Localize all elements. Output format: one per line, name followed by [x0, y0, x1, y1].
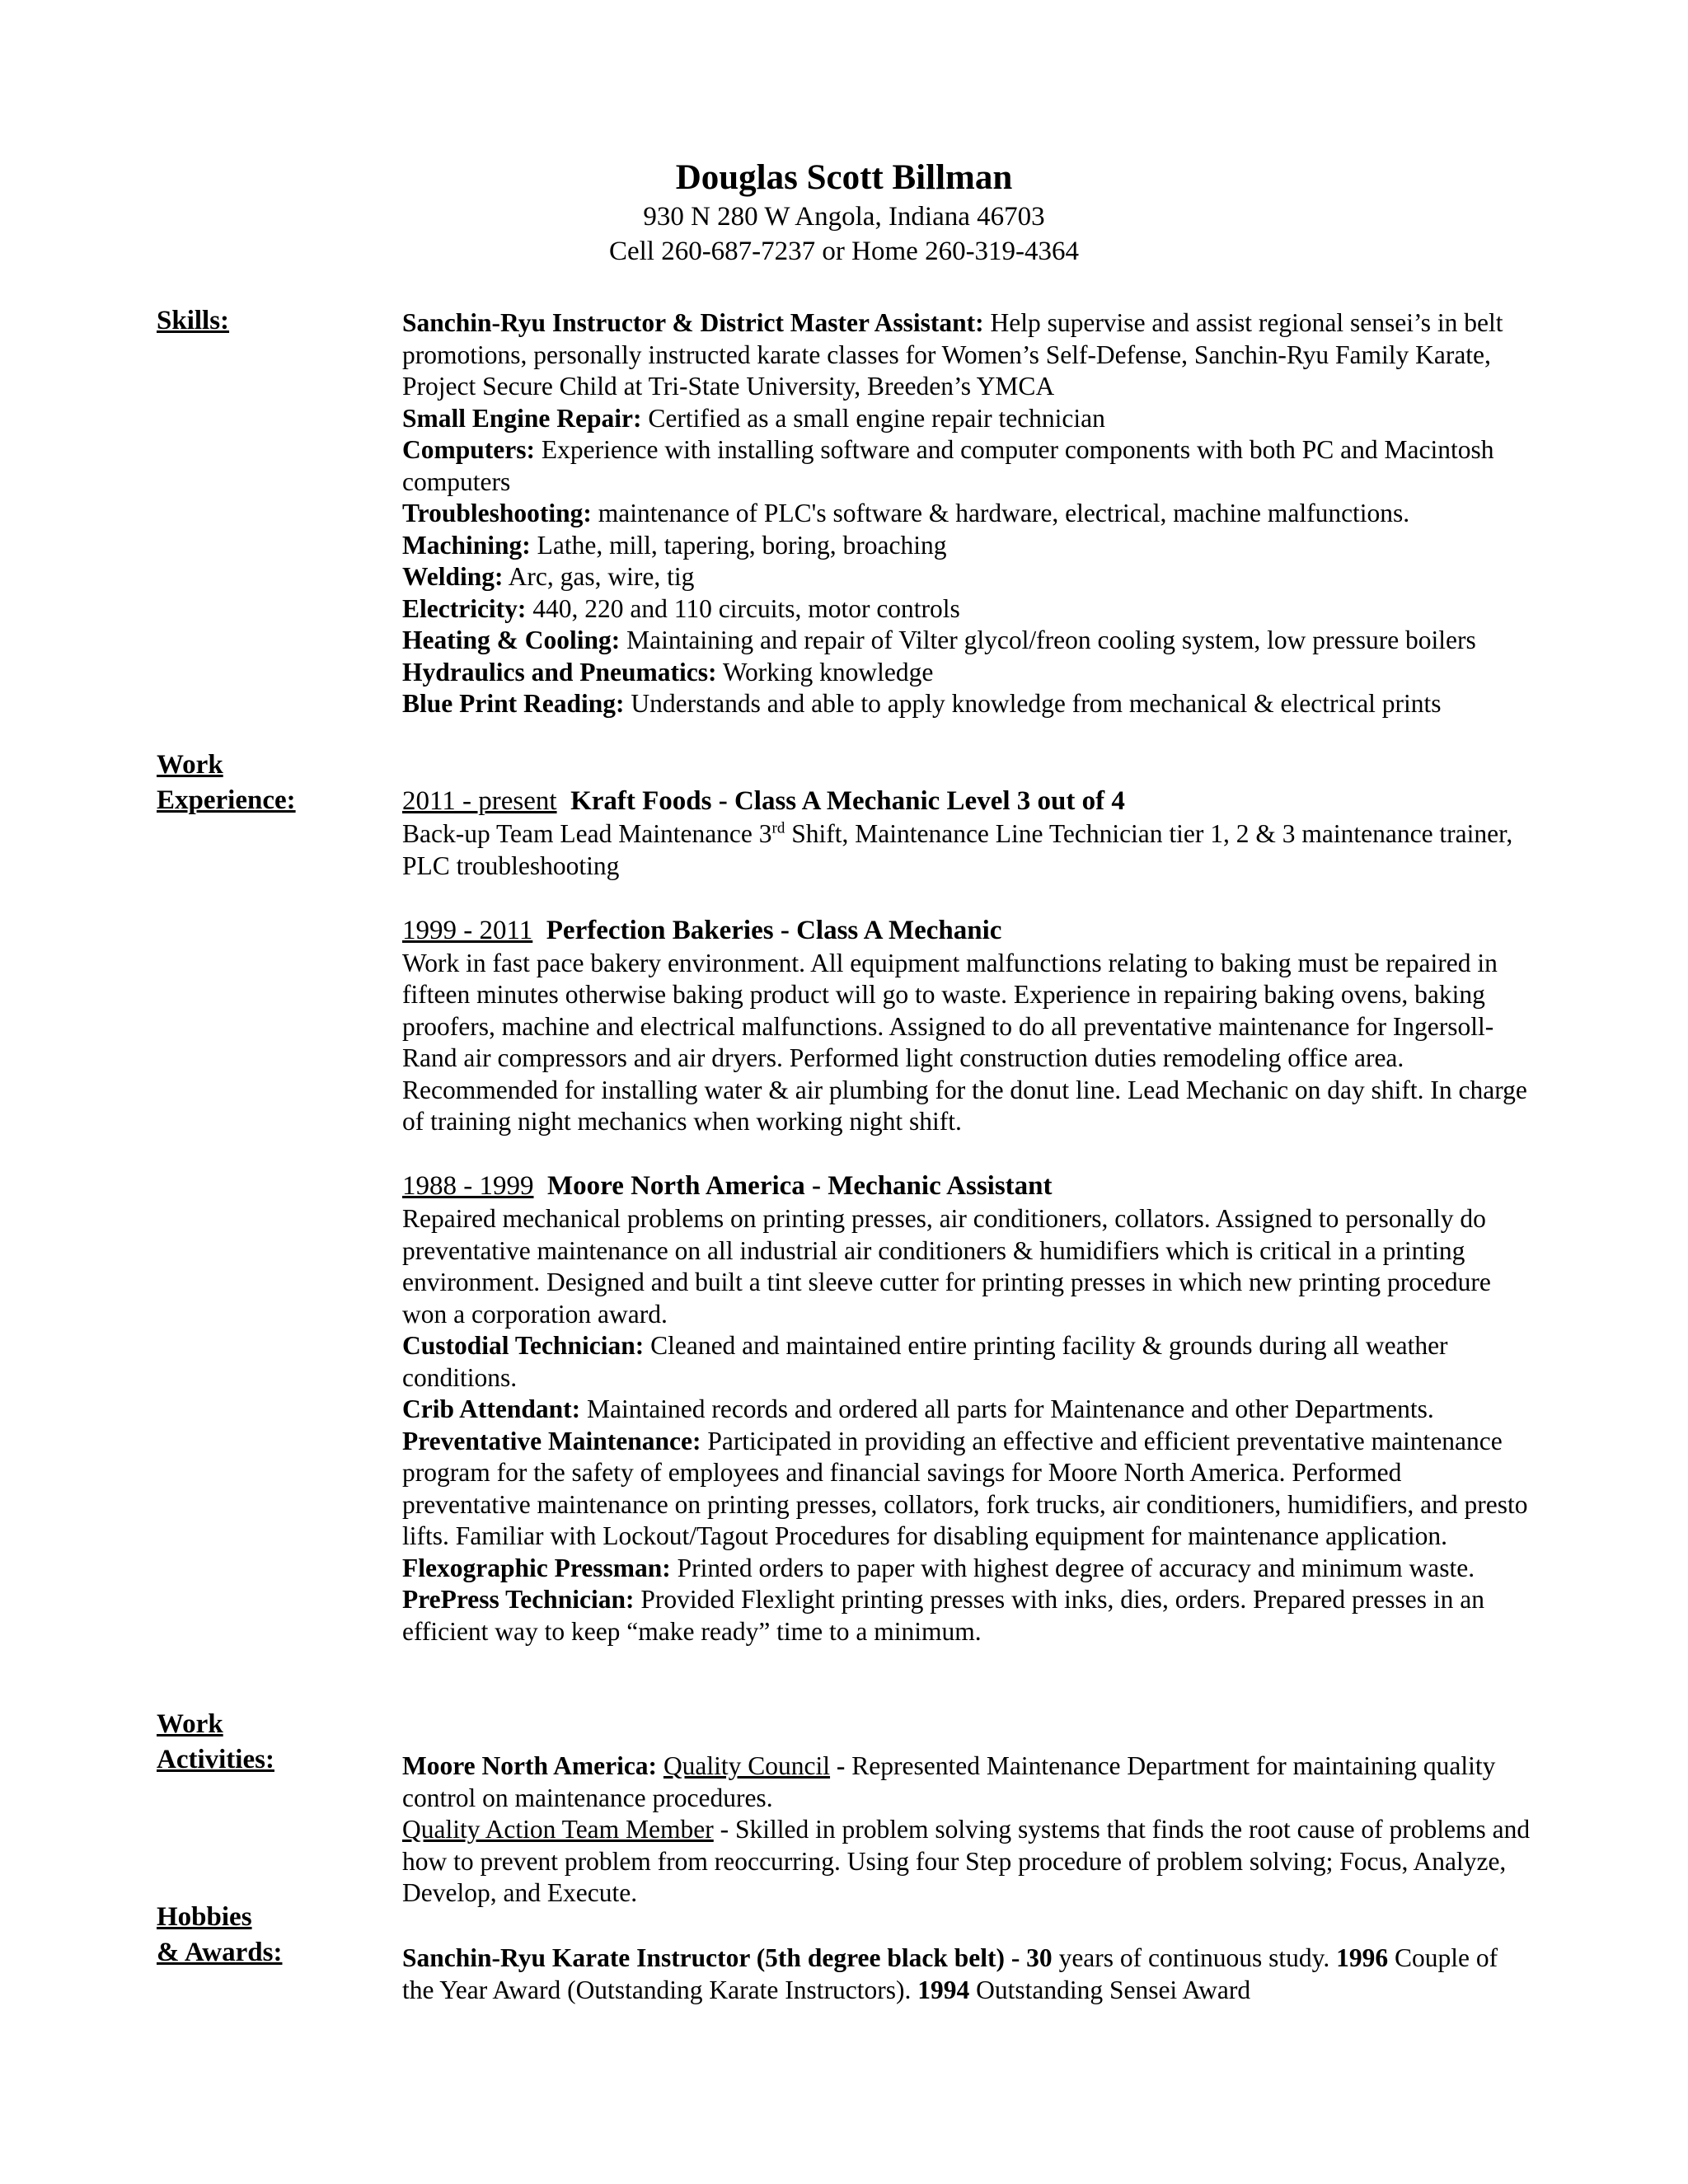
- ordinal-suffix: rd: [771, 819, 785, 837]
- work-activities-label-line2: Activities:: [157, 1745, 274, 1774]
- hobbies-text: [402, 1943, 1533, 2006]
- job-description: Repaired mechanical problems on printing presses, air conditioners, collators. Assigned to personally do preventative maintenance on all industrial air conditioners & humidifiers which is critical in a printing environment. Designed and built a tint sleeve cutter for printing presses in which new printing procedure won a corporation award.: [402, 1204, 1491, 1329]
- skill-text: Working knowledge: [716, 657, 934, 687]
- skill-item: [402, 498, 1533, 530]
- job-kraft: [402, 785, 1533, 882]
- role-text: Maintained records and ordered all parts for Maintenance and other Departments.: [580, 1394, 1434, 1423]
- skill-title: Troubleshooting:: [402, 499, 592, 527]
- applicant-address: 930 N 280 W Angola, Indiana 46703: [643, 201, 1045, 232]
- role-title: Crib Attendant:: [402, 1394, 581, 1423]
- skill-text: maintenance of PLC's software & hardware, electrical, machine malfunctions.: [591, 499, 1410, 527]
- job-role: [402, 1553, 1533, 1585]
- skill-title: Electricity:: [402, 593, 527, 623]
- skill-title: Welding:: [402, 562, 504, 591]
- job-description: [402, 818, 1533, 882]
- skills-list: [402, 307, 1533, 720]
- job-heading: [402, 1169, 1533, 1203]
- resume-header: [0, 157, 1688, 269]
- job-title: Moore North America - Mechanic Assistant: [547, 1171, 1053, 1201]
- skill-item: [402, 307, 1533, 403]
- hobbies-awards: [402, 1943, 1533, 2006]
- applicant-phone: Cell 260-687-7237 or Home 260-319-4364: [608, 236, 1080, 266]
- job-description-text: Shift, Maintenance Line Technician tier 1, 2 & 3 maintenance trainer, PLC troubleshooting: [402, 819, 1513, 880]
- job-perfection: [402, 914, 1533, 1138]
- skill-item: [402, 530, 1533, 562]
- role-text: Printed orders to paper with highest degree of accuracy and minimum waste.: [670, 1553, 1475, 1582]
- award-year: 1996: [1336, 1943, 1389, 1972]
- skill-text: Arc, gas, wire, tig: [503, 562, 695, 591]
- activity-team: [402, 1814, 1533, 1910]
- skill-item: [402, 561, 1533, 593]
- activity-org: Moore North America:: [402, 1751, 658, 1780]
- applicant-name: Douglas Scott Billman: [675, 158, 1013, 197]
- skill-text: 440, 220 and 110 circuits, motor controls: [526, 593, 960, 623]
- job-role: [402, 1426, 1533, 1553]
- skills-label: Skills:: [157, 306, 230, 335]
- hobby-text: years of continuous study.: [1052, 1943, 1337, 1972]
- skill-title: Machining:: [402, 530, 531, 560]
- role-text: Participated in providing an effective and efficient preventative maintenance program for the safety of employees and financial savings for Moore North America. Performed preventative maintenance on printing presses, collators, fork trucks, air conditioners, humidifiers, and presto lifts. Familiar with Lockout/Tagout Procedures for disabling equipment for maintenance application.: [402, 1426, 1528, 1550]
- activity-team-name: Quality Action Team Member: [402, 1815, 714, 1844]
- skill-title: Heating & Cooling:: [402, 626, 621, 654]
- role-title: Custodial Technician:: [402, 1331, 645, 1360]
- hobby-text: Couple of the Year Award (Outstanding Karate Instructors).: [402, 1943, 1498, 2004]
- skill-item: [402, 593, 1533, 626]
- skill-text: Help supervise and assist regional sensei’s in belt promotions, personally instructed karate classes for Women’s Self-Defense, Sanchin-Ryu Family Karate, Project Secure Child at Tri-State University, Breeden’s YMCA: [402, 308, 1503, 401]
- job-years: 2011 - present: [402, 786, 557, 816]
- role-text: Cleaned and maintained entire printing facility & grounds during all weather conditions.: [402, 1331, 1448, 1392]
- job-heading: [402, 914, 1533, 948]
- work-experience-label-line2: Experience:: [157, 785, 296, 815]
- job-title: Kraft Foods - Class A Mechanic Level 3 out of 4: [570, 786, 1125, 816]
- skill-item: [402, 403, 1533, 435]
- skill-text: Certified as a small engine repair technician: [641, 403, 1105, 433]
- skill-item: [402, 657, 1533, 689]
- job-years: 1988 - 1999: [402, 1171, 534, 1201]
- skill-title: Hydraulics and Pneumatics:: [402, 657, 717, 687]
- job-description-text: Back-up Team Lead Maintenance 3: [402, 819, 772, 848]
- skill-title: Blue Print Reading:: [402, 689, 625, 718]
- skill-title: Small Engine Repair:: [402, 403, 642, 433]
- skill-item: [402, 688, 1533, 720]
- activity-council-text: Represented Maintenance Department for maintaining quality control on maintenance procedures.: [402, 1751, 1496, 1812]
- role-title: Flexographic Pressman:: [402, 1553, 671, 1582]
- job-heading: [402, 785, 1533, 818]
- job-role: [402, 1330, 1533, 1394]
- hobbies-label-line2: & Awards:: [157, 1938, 283, 1967]
- work-activities-label-line1: Work: [157, 1709, 223, 1739]
- hobby-text: Outstanding Sensei Award: [969, 1975, 1251, 2004]
- job-moore: [402, 1169, 1533, 1647]
- skill-title: Sanchin-Ryu Instructor & District Master Assistant:: [402, 308, 984, 337]
- job-role: [402, 1584, 1533, 1647]
- work-experience: [402, 785, 1533, 1647]
- job-description: Work in fast pace bakery environment. All equipment malfunctions relating to baking must be repaired in fifteen minutes otherwise baking product will go to waste. Experience in repairing baking ovens, baking proofers, machine and electrical malfunctions. Assigned to do all preventative maintenance for Ingersoll-Rand air compressors and air dryers. Performed light construction duties remodeling office area. Recommended for installing water & air plumbing for the donut line. Lead Mechanic on day shift. In charge of training night mechanics when working night shift.: [402, 948, 1527, 1136]
- skill-item: [402, 434, 1533, 498]
- skill-text: Understands and able to apply knowledge from mechanical & electrical prints: [624, 689, 1442, 718]
- activity-council-name: Quality Council: [663, 1751, 831, 1780]
- skill-text: Maintaining and repair of Vilter glycol/freon cooling system, low pressure boilers: [620, 626, 1476, 654]
- skill-item: [402, 625, 1533, 657]
- work-experience-label-line1: Work: [157, 750, 223, 780]
- job-title: Perfection Bakeries - Class A Mechanic: [546, 915, 1002, 945]
- hobbies-label-line1: Hobbies: [157, 1902, 252, 1932]
- work-activities: [402, 1750, 1533, 1910]
- activity-dash: -: [830, 1751, 846, 1780]
- hobby-title: Sanchin-Ryu Karate Instructor (5th degree black belt) - 30: [402, 1943, 1053, 1972]
- job-role: [402, 1394, 1533, 1426]
- activity-team-text: - Skilled in problem solving systems that finds the root cause of problems and how to prevent problem from reoccurring. Using four Step procedure of problem solving; Focus, Analyze, Develop, and Execute.: [402, 1815, 1531, 1907]
- role-title: Preventative Maintenance:: [402, 1426, 701, 1455]
- skill-text: Experience with installing software and computer components with both PC and Macintosh computers: [402, 435, 1494, 496]
- skill-text: Lathe, mill, tapering, boring, broaching: [530, 530, 947, 560]
- award-year: 1994: [917, 1975, 970, 2004]
- activity-council: [402, 1750, 1533, 1814]
- skill-title: Computers:: [402, 435, 535, 464]
- role-text: Provided Flexlight printing presses with inks, dies, orders. Prepared presses in an efficient way to keep “make ready” time to a minimum.: [402, 1585, 1484, 1646]
- role-title: PrePress Technician:: [402, 1585, 635, 1614]
- job-years: 1999 - 2011: [402, 915, 533, 945]
